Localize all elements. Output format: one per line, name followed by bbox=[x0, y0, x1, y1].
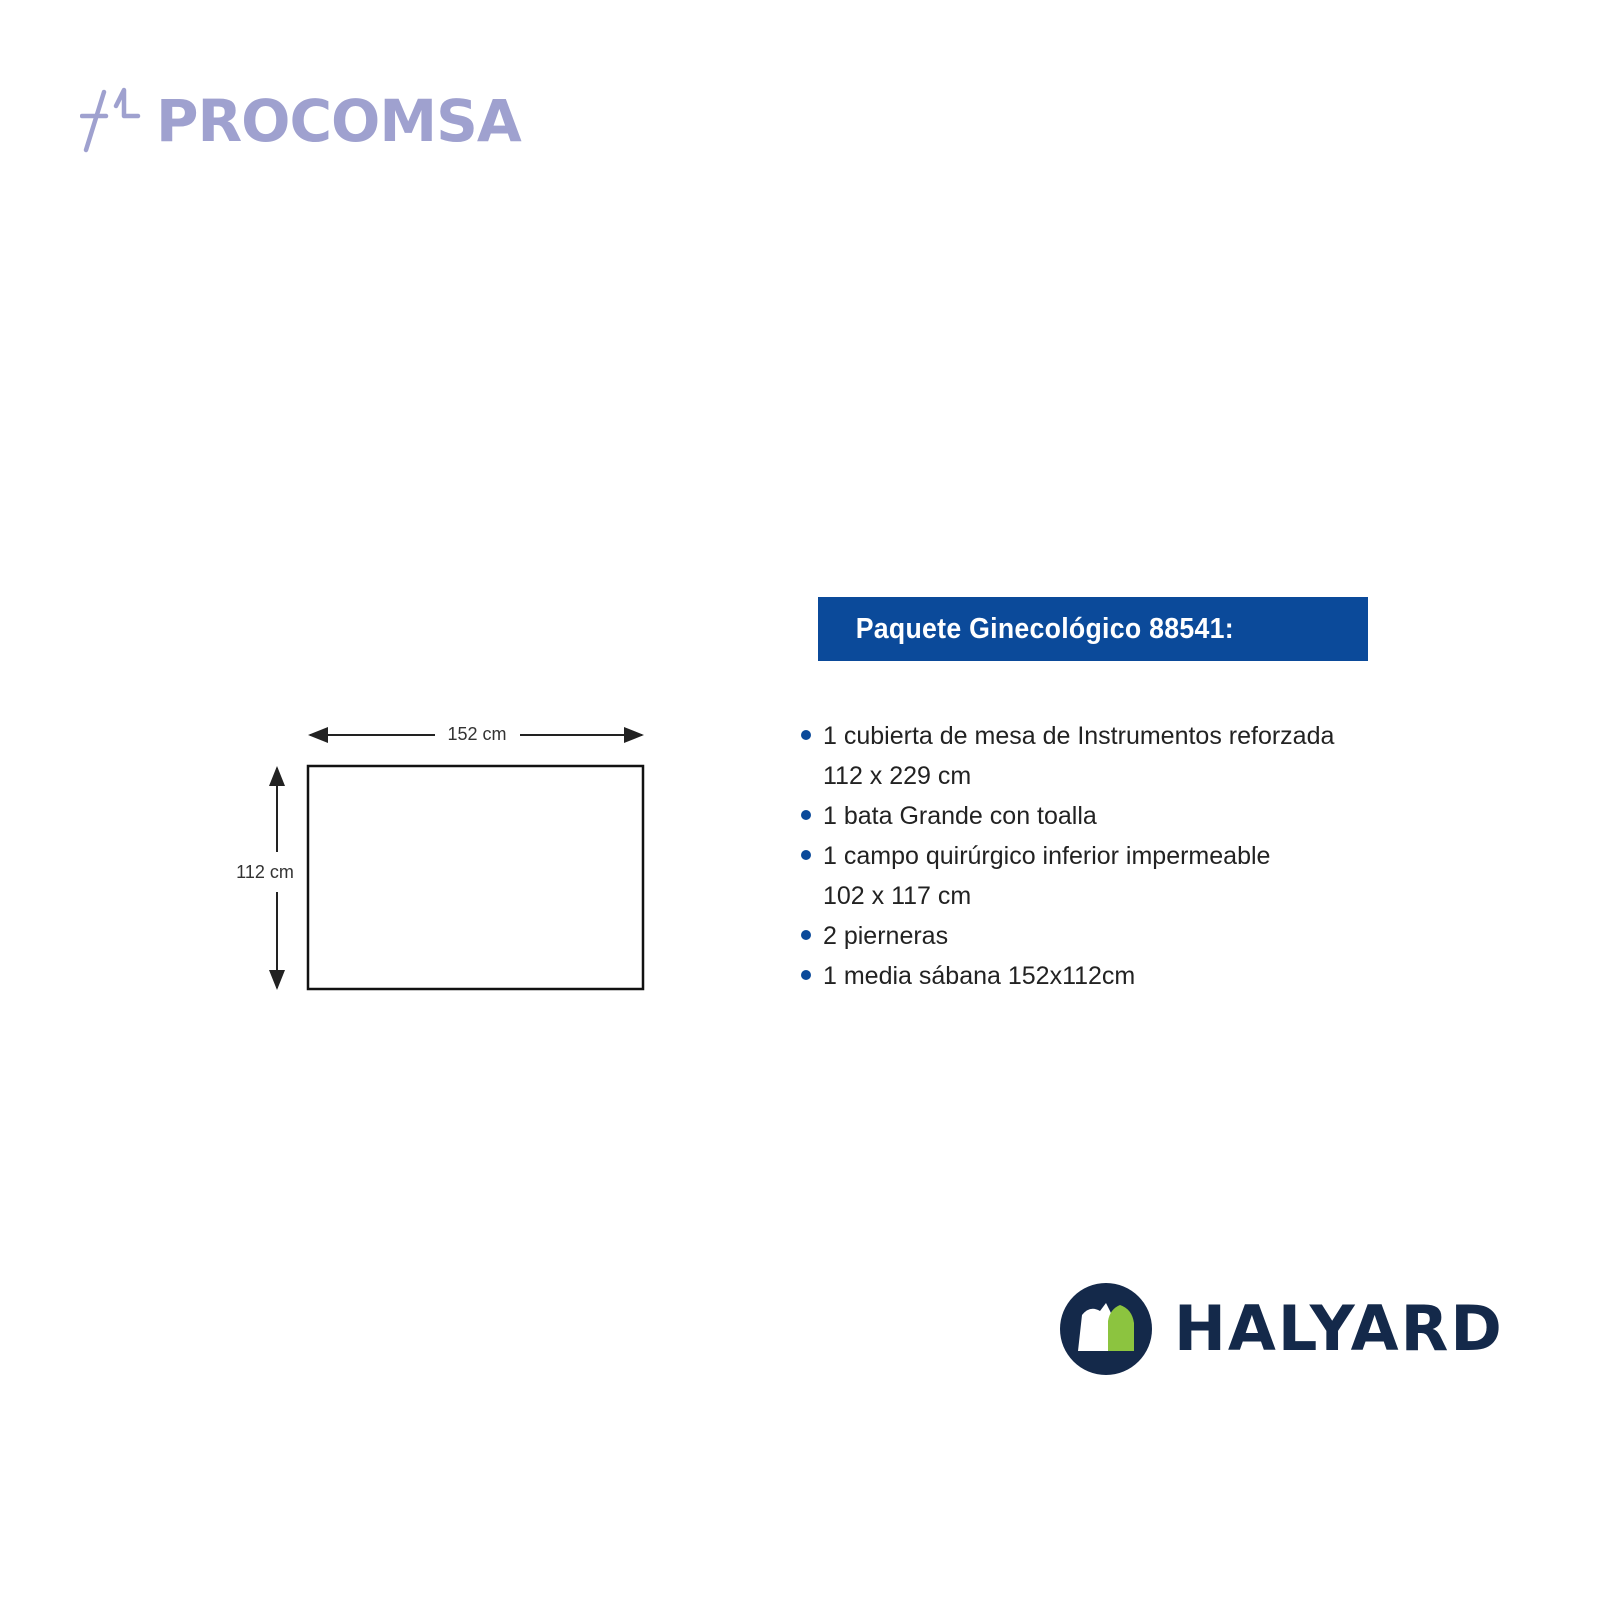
item-text: 1 bata Grande con toalla bbox=[823, 802, 1097, 830]
sheet-rectangle bbox=[308, 766, 643, 989]
procomsa-logo-icon bbox=[80, 86, 142, 156]
height-label: 112 cm bbox=[236, 862, 294, 882]
width-label: 152 cm bbox=[447, 724, 507, 744]
halyard-wordmark: HALYARD bbox=[1174, 1292, 1504, 1365]
halyard-logo bbox=[1060, 1283, 1504, 1375]
list-item bbox=[801, 916, 1421, 956]
list-item bbox=[801, 836, 1421, 916]
item-dimensions: 102 x 117 cm bbox=[823, 882, 972, 910]
item-dimensions: 112 x 229 cm bbox=[823, 762, 972, 790]
dimension-diagram bbox=[220, 700, 660, 1000]
halyard-logo-icon bbox=[1060, 1283, 1152, 1375]
bullet-icon bbox=[801, 970, 811, 980]
procomsa-logo bbox=[80, 86, 521, 156]
bullet-icon bbox=[801, 930, 811, 940]
item-text: 1 cubierta de mesa de Instrumentos reforzada bbox=[823, 722, 1335, 750]
product-title: Paquete Ginecológico 88541: bbox=[855, 612, 1234, 645]
list-item bbox=[801, 956, 1421, 996]
procomsa-wordmark: PROCOMSA bbox=[156, 87, 521, 155]
item-text: 2 pierneras bbox=[823, 922, 949, 950]
bullet-icon bbox=[801, 810, 811, 820]
product-title-banner bbox=[818, 597, 1368, 661]
item-text: 1 campo quirúrgico inferior impermeable bbox=[823, 842, 1271, 870]
list-item bbox=[801, 796, 1421, 836]
contents-list bbox=[801, 716, 1421, 996]
bullet-icon bbox=[801, 850, 811, 860]
list-item bbox=[801, 716, 1421, 796]
bullet-icon bbox=[801, 730, 811, 740]
item-text: 1 media sábana 152x112cm bbox=[823, 962, 1136, 990]
